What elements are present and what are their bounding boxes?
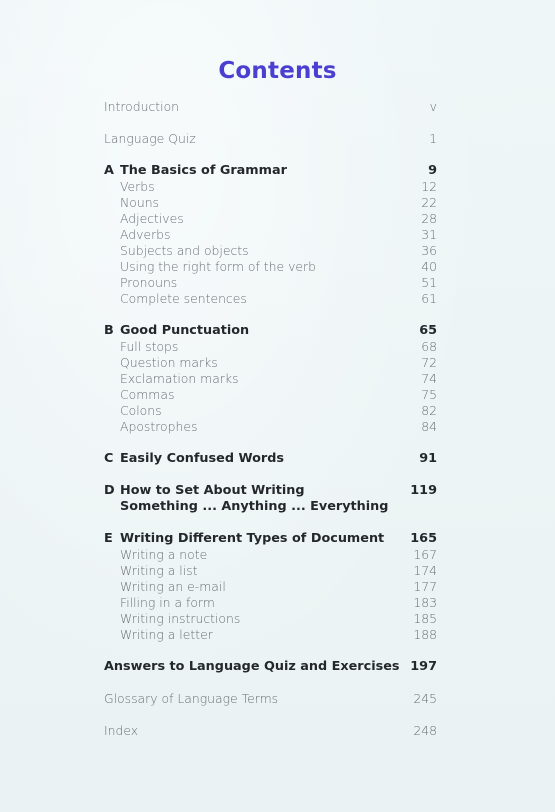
toc-entry-glossary: [104, 691, 437, 707]
toc-entry-label: Answers to Language Quiz and Exercises: [104, 659, 400, 674]
table-of-contents: [104, 99, 437, 739]
toc-section-e: [104, 531, 437, 547]
toc-entry-label: Language Quiz: [104, 131, 196, 146]
section-title: Writing Different Types of Document: [120, 531, 385, 546]
toc-subentry: Apostrophes 84: [120, 419, 437, 434]
toc-entry-introduction: [104, 99, 437, 115]
toc-entry-page: 197: [410, 659, 437, 674]
section-title: Easily Confused Words: [120, 451, 284, 466]
toc-subentry: Writing a note 167: [120, 547, 437, 562]
section-letter: C: [104, 451, 114, 466]
section-letter: A: [104, 163, 114, 178]
toc-subentry: Writing an e-mail 177: [120, 579, 437, 594]
toc-entry-page: 245: [413, 691, 437, 706]
toc-subentry: Writing a letter 188: [120, 627, 437, 642]
toc-entry-page: 119: [410, 483, 437, 498]
toc-subentry: Colons 82: [120, 403, 437, 418]
toc-section-b: [104, 323, 437, 339]
section-letter: B: [104, 323, 114, 338]
toc-entry-label: Introduction: [104, 99, 180, 114]
toc-subentry: Filling in a form 183: [120, 595, 437, 610]
toc-entry-index: [104, 723, 437, 739]
toc-entry-label: Glossary of Language Terms: [104, 691, 279, 706]
toc-section-d-continued: [104, 499, 437, 515]
toc-entry-page: 9: [428, 163, 437, 178]
toc-subentry: Writing a list 174: [120, 563, 437, 578]
toc-entry-page: 1: [429, 131, 437, 146]
toc-subentry: Subjects and objects 36: [120, 243, 437, 258]
toc-entry-page: 248: [413, 723, 437, 738]
section-title: The Basics of Grammar: [120, 163, 287, 178]
toc-subentry: Commas 75: [120, 387, 437, 402]
toc-entry-page: 165: [410, 531, 437, 546]
toc-subentry: Adjectives 28: [120, 211, 437, 226]
section-title: How to Set About Writing: [120, 483, 305, 498]
toc-subentry: Adverbs 31: [120, 227, 437, 242]
toc-entry-answers: [104, 659, 437, 675]
toc-subentry: Verbs 12: [120, 179, 437, 194]
section-letter: E: [104, 531, 113, 546]
section-title-line2: Something ... Anything ... Everything: [120, 499, 389, 514]
section-letter: D: [104, 483, 115, 498]
toc-entry-page: 91: [419, 451, 437, 466]
toc-section-c: [104, 451, 437, 467]
toc-entry-label: Index: [104, 723, 139, 738]
toc-entry-page: v: [429, 99, 437, 114]
toc-subentry: Complete sentences 61: [120, 291, 437, 306]
page-title: Contents: [218, 58, 337, 84]
toc-subentry: Full stops 68: [120, 339, 437, 354]
toc-section-a: [104, 163, 437, 179]
toc-section-d: [104, 483, 437, 499]
toc-subentry: Pronouns 51: [120, 275, 437, 290]
toc-subentry: Writing instructions 185: [120, 611, 437, 626]
toc-subentry: Question marks 72: [120, 355, 437, 370]
toc-subentry: Exclamation marks 74: [120, 371, 437, 386]
toc-subentry: Using the right form of the verb 40: [120, 259, 437, 274]
toc-entry-language-quiz: [104, 131, 437, 147]
toc-entry-page: 65: [419, 323, 437, 338]
toc-subentry: Nouns 22: [120, 195, 437, 210]
section-title: Good Punctuation: [120, 323, 250, 338]
